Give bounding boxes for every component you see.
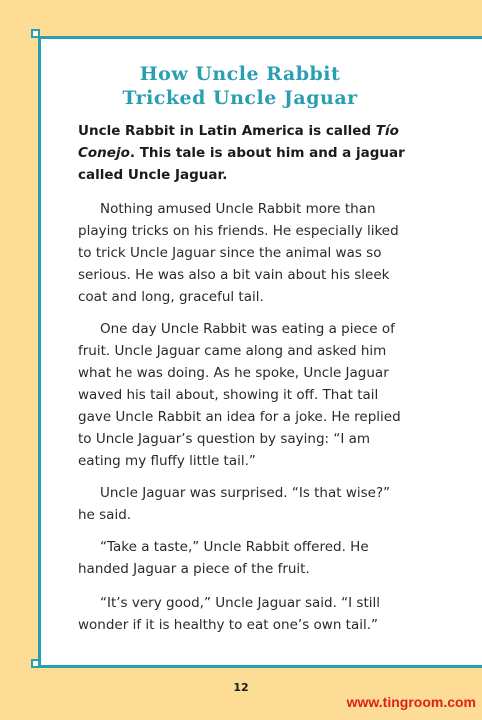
intro-text-start: Uncle Rabbit in Latin America is called — [78, 123, 376, 139]
frame-corner-ornament — [31, 659, 40, 668]
story-paragraph-4: “Take a taste,” Uncle Rabbit offered. He handed Jaguar a piece of the fruit. — [78, 539, 369, 577]
intro-italic-tio: Tío — [375, 123, 399, 139]
intro-text-end: . This tale is about him and a jaguar called Uncle Jaguar. — [78, 145, 405, 183]
intro-italic-conejo: Conejo — [78, 145, 130, 161]
story-title — [38, 62, 442, 110]
story-paragraph-1: Nothing amused Uncle Rabbit more than playing tricks on his friends. He especially liked to trick Uncle Jaguar since the animal was so serious. He was also a bit vain about his sleek coat and long, graceful tail. — [78, 201, 399, 305]
story-paragraph-5: “It’s very good,” Uncle Jaguar said. “I still wonder if it is healthy to eat one’s own tail.” — [78, 595, 380, 633]
story-paragraph-2: One day Uncle Rabbit was eating a piece of fruit. Uncle Jaguar came along and asked him what he was doing. As he spoke, Uncle Jaguar waved his tail about, showing it off. That tail gave Uncle Rabbit an idea for a joke. He replied to Uncle Jaguar’s question by saying: “I am eating my fluffy little tail.” — [78, 321, 401, 469]
watermark-text: www.tingroom.com — [346, 694, 476, 710]
frame-corner-ornament — [31, 29, 40, 38]
title-line-1: How Uncle Rabbit — [139, 63, 341, 85]
intro-paragraph — [78, 120, 408, 186]
story-paragraph-3: Uncle Jaguar was surprised. “Is that wise?” he said. — [78, 485, 391, 523]
page-number: 12 — [233, 681, 249, 694]
title-line-2: Tricked Uncle Jaguar — [122, 87, 358, 109]
